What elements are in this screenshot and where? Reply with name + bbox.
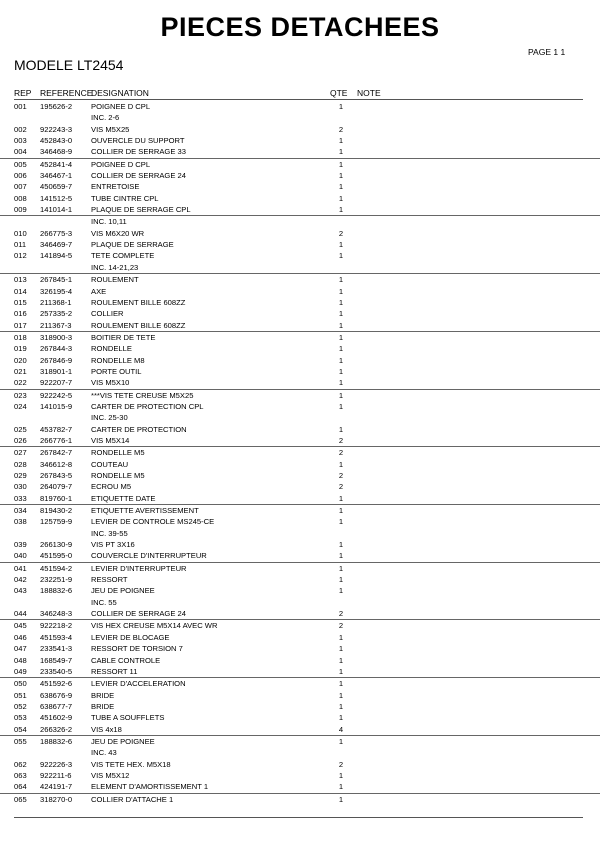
cell-reference: 346612-8	[40, 459, 73, 469]
cell-rep: 026	[14, 435, 27, 445]
table-row	[0, 759, 600, 770]
table-row	[0, 112, 600, 123]
cell-designation: RONDELLE	[91, 344, 132, 354]
cell-reference: 424191-7	[40, 782, 73, 792]
cell-reference: 922211-6	[40, 770, 72, 780]
column-header-designation: DESIGNATION	[91, 88, 149, 98]
table-row	[0, 343, 600, 354]
table-row	[0, 493, 600, 504]
table-row	[0, 747, 600, 758]
cell-qte: 2	[338, 228, 344, 238]
table-row	[0, 781, 600, 792]
table-row	[0, 712, 600, 723]
cell-reference: 125759-9	[40, 517, 73, 527]
cell-rep: 063	[14, 770, 27, 780]
cell-designation: RONDELLE M8	[91, 355, 145, 365]
cell-designation: ELEMENT D'AMORTISSEMENT 1	[91, 782, 209, 792]
cell-qte: 1	[338, 366, 344, 376]
cell-qte: 1	[338, 644, 344, 654]
cell-designation: COUTEAU	[91, 459, 129, 469]
cell-reference: 346468-9	[40, 147, 73, 157]
cell-designation: JEU DE POIGNEE	[91, 586, 155, 596]
cell-designation: PORTE OUTIL	[91, 366, 142, 376]
column-header-reference: REFERENCE	[40, 88, 93, 98]
cell-rep: 028	[14, 459, 27, 469]
cell-rep: 047	[14, 644, 27, 654]
cell-reference: 326195-4	[40, 286, 73, 296]
cell-designation: VIS M6X20 WR	[91, 228, 145, 238]
table-row	[0, 435, 600, 446]
cell-designation: PLAQUE DE SERRAGE CPL	[91, 205, 191, 215]
cell-rep: 021	[14, 366, 27, 376]
cell-reference: 452843-0	[40, 136, 73, 146]
cell-designation: RONDELLE M5	[91, 471, 145, 480]
cell-designation: TUBE CINTRE CPL	[91, 193, 159, 203]
cell-qte: 1	[338, 251, 344, 261]
column-header-rep: REP	[14, 88, 32, 98]
page-number: PAGE 1 1	[528, 47, 566, 57]
table-row	[0, 481, 600, 492]
cell-rep: 020	[14, 355, 27, 365]
cell-reference: 318270-0	[40, 794, 73, 804]
cell-qte: 2	[338, 759, 344, 769]
table-row	[0, 401, 600, 412]
cell-rep: 029	[14, 471, 27, 480]
cell-reference: 451602-9	[40, 713, 73, 723]
table-row	[0, 193, 600, 204]
cell-designation: COLLIER DE SERRAGE 24	[91, 171, 186, 181]
cell-reference: 318900-3	[40, 332, 73, 342]
table-row	[0, 331, 600, 343]
footer-divider	[14, 817, 583, 818]
cell-qte: 1	[338, 390, 344, 400]
table-row	[0, 459, 600, 470]
cell-qte: 1	[338, 378, 344, 388]
cell-rep: 005	[14, 159, 27, 169]
cell-rep: 038	[14, 517, 27, 527]
cell-designation: INC. 39-55	[91, 528, 128, 538]
table-row	[0, 146, 600, 157]
cell-reference: 922207-7	[40, 378, 73, 388]
cell-rep: 019	[14, 344, 27, 354]
cell-rep: 027	[14, 448, 27, 458]
cell-qte: 1	[338, 344, 344, 354]
cell-qte: 1	[338, 655, 344, 665]
cell-qte: 1	[338, 275, 344, 285]
cell-rep: 044	[14, 609, 27, 619]
cell-qte: 1	[338, 459, 344, 469]
table-row	[0, 516, 600, 527]
cell-qte: 2	[338, 609, 344, 619]
cell-reference: 267846-9	[40, 355, 73, 365]
cell-rep: 052	[14, 701, 27, 711]
cell-designation: TETE COMPLETE	[91, 251, 155, 261]
cell-reference: 211367-3	[40, 320, 72, 330]
cell-designation: INC. 43	[91, 748, 117, 758]
cell-reference: 257335-2	[40, 309, 73, 319]
cell-reference: 267842-7	[40, 448, 73, 458]
cell-qte: 1	[338, 701, 344, 711]
table-row	[0, 215, 600, 227]
cell-designation: JEU DE POIGNEE	[91, 736, 155, 746]
table-row	[0, 597, 600, 608]
cell-rep: 053	[14, 713, 27, 723]
cell-qte: 1	[338, 540, 344, 550]
table-row	[0, 297, 600, 308]
cell-designation: ETIQUETTE DATE	[91, 493, 156, 503]
cell-reference: 233541-3	[40, 644, 73, 654]
table-row	[0, 655, 600, 666]
cell-reference: 346467-1	[40, 171, 73, 181]
table-row	[0, 239, 600, 250]
cell-rep: 001	[14, 102, 27, 111]
cell-rep: 048	[14, 655, 27, 665]
cell-reference: 266775-3	[40, 228, 73, 238]
cell-rep: 013	[14, 275, 27, 285]
table-row	[0, 550, 600, 561]
cell-designation: LEVIER DE BLOCAGE	[91, 632, 170, 642]
cell-qte: 1	[338, 193, 344, 203]
cell-qte: 1	[338, 355, 344, 365]
cell-designation: INC. 55	[91, 597, 117, 607]
table-row	[0, 539, 600, 550]
cell-designation: VIS 4x18	[91, 724, 122, 734]
cell-designation: INC. 10,11	[91, 217, 127, 227]
page-title: PIECES DETACHEES	[160, 12, 440, 42]
cell-reference: 188832-6	[40, 586, 73, 596]
cell-rep: 040	[14, 551, 27, 561]
cell-qte: 1	[338, 136, 344, 146]
cell-qte: 1	[338, 182, 344, 192]
cell-designation: CARTER DE PROTECTION CPL	[91, 401, 204, 411]
cell-reference: 638676-9	[40, 690, 73, 700]
cell-designation: LEVIER D'ACCELERATION	[91, 679, 186, 689]
cell-reference: 168549-7	[40, 655, 73, 665]
cell-rep: 041	[14, 563, 27, 573]
cell-qte: 1	[338, 679, 344, 689]
cell-designation: VIS M5X12	[91, 770, 130, 780]
cell-reference: 451593-4	[40, 632, 73, 642]
table-row	[0, 320, 600, 331]
cell-reference: 922242-5	[40, 390, 73, 400]
cell-rep: 034	[14, 506, 27, 516]
table-row	[0, 101, 600, 112]
cell-qte: 1	[338, 506, 344, 516]
cell-rep: 055	[14, 736, 27, 746]
table-row	[0, 504, 600, 516]
cell-designation: OUVERCLE DU SUPPORT	[91, 136, 185, 146]
cell-reference: 450659-7	[40, 182, 73, 192]
table-row	[0, 446, 600, 458]
table-row	[0, 377, 600, 388]
cell-qte: 1	[338, 563, 344, 573]
cell-qte: 2	[338, 621, 344, 631]
cell-designation: RESSORT	[91, 575, 128, 585]
cell-qte: 2	[338, 124, 344, 134]
cell-qte: 1	[338, 171, 344, 181]
cell-rep: 039	[14, 540, 27, 550]
cell-designation: CABLE CONTROLE	[91, 655, 161, 665]
parts-table	[0, 101, 600, 805]
cell-designation: ROULEMENT BILLE 608ZZ	[91, 320, 186, 330]
cell-rep: 004	[14, 147, 27, 157]
table-row	[0, 366, 600, 377]
cell-designation: VIS TETE HEX. M5X18	[91, 759, 171, 769]
table-row	[0, 701, 600, 712]
cell-designation: BOITIER DE TETE	[91, 332, 156, 342]
table-row	[0, 643, 600, 654]
cell-rep: 012	[14, 251, 27, 261]
cell-reference: 141894-5	[40, 251, 73, 261]
table-row	[0, 250, 600, 261]
cell-designation: ***VIS TETE CREUSE M5X25	[91, 390, 194, 400]
cell-qte: 1	[338, 782, 344, 792]
header-divider	[14, 99, 583, 100]
cell-designation: BRIDE	[91, 690, 115, 700]
cell-reference: 211368-1	[40, 297, 72, 307]
cell-reference: 267843-5	[40, 471, 73, 480]
cell-qte: 1	[338, 632, 344, 642]
cell-reference: 141015-9	[40, 401, 73, 411]
table-row	[0, 286, 600, 297]
cell-reference: 452841-4	[40, 159, 73, 169]
table-row	[0, 170, 600, 181]
cell-designation: INC. 2-6	[91, 113, 120, 123]
cell-reference: 922243-3	[40, 124, 73, 134]
cell-rep: 016	[14, 309, 27, 319]
cell-reference: 453782-7	[40, 424, 73, 434]
table-row	[0, 585, 600, 596]
cell-reference: 195626-2	[40, 102, 73, 111]
cell-designation: ECROU M5	[91, 482, 132, 492]
cell-rep: 022	[14, 378, 27, 388]
cell-designation: COLLIER DE SERRAGE 24	[91, 609, 186, 619]
model-heading: MODELE LT2454	[14, 57, 124, 73]
cell-qte: 1	[338, 424, 344, 434]
table-row	[0, 770, 600, 781]
cell-designation: INC. 14-21,23	[91, 262, 139, 272]
cell-rep: 043	[14, 586, 27, 596]
column-header-qte: QTE	[330, 88, 348, 98]
cell-designation: ETIQUETTE AVERTISSEMENT	[91, 506, 199, 516]
cell-designation: RESSORT 11	[91, 666, 138, 676]
cell-designation: CARTER DE PROTECTION	[91, 424, 187, 434]
cell-rep: 024	[14, 401, 27, 411]
cell-designation: COLLIER	[91, 309, 124, 319]
cell-designation: BRIDE	[91, 701, 115, 711]
cell-rep: 017	[14, 320, 27, 330]
cell-designation: LEVIER DE CONTROLE MS245-CE	[91, 517, 215, 527]
cell-designation: PLAQUE DE SERRAGE	[91, 240, 174, 250]
cell-designation: VIS HEX CREUSE M5X14 AVEC WR	[91, 621, 218, 631]
cell-qte: 1	[338, 586, 344, 596]
cell-designation: TUBE A SOUFFLETS	[91, 713, 165, 723]
cell-rep: 023	[14, 390, 27, 400]
cell-qte: 1	[338, 159, 344, 169]
cell-reference: 266326-2	[40, 724, 73, 734]
cell-qte: 1	[338, 309, 344, 319]
cell-reference: 266776-1	[40, 435, 73, 445]
cell-qte: 1	[338, 320, 344, 330]
table-row	[0, 389, 600, 401]
cell-rep: 002	[14, 124, 27, 134]
cell-qte: 1	[338, 297, 344, 307]
cell-reference: 451592-6	[40, 679, 73, 689]
cell-rep: 008	[14, 193, 27, 203]
cell-reference: 819430-2	[40, 506, 73, 516]
table-row	[0, 158, 600, 170]
cell-rep: 062	[14, 759, 27, 769]
cell-qte: 2	[338, 435, 344, 445]
cell-designation: POIGNEE D CPL	[91, 159, 151, 169]
cell-rep: 030	[14, 482, 27, 492]
table-row	[0, 724, 600, 735]
cell-reference: 264079-7	[40, 482, 73, 492]
cell-qte: 4	[338, 724, 344, 734]
cell-qte: 1	[338, 332, 344, 342]
table-row	[0, 632, 600, 643]
cell-rep: 018	[14, 332, 27, 342]
cell-rep: 009	[14, 205, 27, 215]
cell-rep: 046	[14, 632, 27, 642]
cell-designation: VIS M5X10	[91, 378, 130, 388]
cell-reference: 232251-9	[40, 575, 73, 585]
cell-reference: 819760-1	[40, 493, 73, 503]
cell-rep: 065	[14, 794, 27, 804]
cell-reference: 346248-3	[40, 609, 73, 619]
cell-qte: 1	[338, 770, 344, 780]
cell-designation: ROULEMENT BILLE 608ZZ	[91, 297, 186, 307]
cell-designation: LEVIER D'INTERRUPTEUR	[91, 563, 187, 573]
table-row	[0, 308, 600, 319]
cell-qte: 2	[338, 448, 344, 458]
cell-reference: 451595-0	[40, 551, 73, 561]
table-row	[0, 735, 600, 747]
cell-reference: 346469-7	[40, 240, 73, 250]
cell-rep: 015	[14, 297, 27, 307]
cell-reference: 266130-9	[40, 540, 73, 550]
cell-reference: 922218-2	[40, 621, 73, 631]
table-row	[0, 228, 600, 239]
cell-rep: 051	[14, 690, 27, 700]
cell-designation: AXE	[91, 286, 107, 296]
table-row	[0, 677, 600, 689]
cell-rep: 050	[14, 679, 27, 689]
cell-reference: 638677-7	[40, 701, 73, 711]
cell-reference: 233540-5	[40, 666, 73, 676]
cell-designation: VIS M5X25	[91, 124, 130, 134]
cell-reference: 141512-5	[40, 193, 73, 203]
cell-designation: RONDELLE M5	[91, 448, 145, 458]
table-row	[0, 793, 600, 805]
cell-qte: 1	[338, 493, 344, 503]
cell-rep: 054	[14, 724, 27, 734]
cell-qte: 1	[338, 147, 344, 157]
table-row	[0, 412, 600, 423]
table-row	[0, 273, 600, 285]
cell-rep: 011	[14, 240, 27, 250]
cell-rep: 010	[14, 228, 27, 238]
cell-designation: POIGNEE D CPL	[91, 102, 151, 111]
table-row	[0, 608, 600, 619]
cell-qte: 1	[338, 713, 344, 723]
cell-designation: VIS M5X14	[91, 435, 130, 445]
cell-rep: 064	[14, 782, 27, 792]
cell-qte: 2	[338, 482, 344, 492]
cell-designation: COLLIER D'ATTACHE 1	[91, 794, 174, 804]
table-row	[0, 470, 600, 481]
table-row	[0, 124, 600, 135]
cell-reference: 188832-6	[40, 736, 73, 746]
cell-qte: 1	[338, 102, 344, 111]
cell-rep: 007	[14, 182, 27, 192]
cell-rep: 042	[14, 575, 27, 585]
table-row	[0, 562, 600, 574]
cell-designation: VIS PT 3X16	[91, 540, 135, 550]
table-row	[0, 181, 600, 192]
cell-rep: 049	[14, 666, 27, 676]
cell-designation: COLLIER DE SERRAGE 33	[91, 147, 186, 157]
table-row	[0, 528, 600, 539]
cell-reference: 922226-3	[40, 759, 73, 769]
cell-designation: INC. 25-30	[91, 413, 128, 423]
table-row	[0, 355, 600, 366]
table-row	[0, 690, 600, 701]
table-row	[0, 619, 600, 631]
cell-qte: 2	[338, 471, 344, 480]
cell-reference: 141014-1	[40, 205, 73, 215]
cell-rep: 006	[14, 171, 27, 181]
cell-reference: 451594-2	[40, 563, 73, 573]
cell-qte: 1	[338, 517, 344, 527]
table-row	[0, 574, 600, 585]
table-row	[0, 204, 600, 215]
cell-designation: ROULEMENT	[91, 275, 139, 285]
cell-reference: 267844-3	[40, 344, 73, 354]
cell-rep: 045	[14, 621, 27, 631]
table-row	[0, 262, 600, 273]
cell-rep: 003	[14, 136, 27, 146]
table-row	[0, 666, 600, 677]
cell-qte: 1	[338, 401, 344, 411]
cell-qte: 1	[338, 240, 344, 250]
cell-qte: 1	[338, 794, 344, 804]
cell-designation: RESSORT DE TORSION 7	[91, 644, 183, 654]
cell-qte: 1	[338, 575, 344, 585]
table-row	[0, 424, 600, 435]
cell-qte: 1	[338, 690, 344, 700]
cell-rep: 033	[14, 493, 27, 503]
table-row	[0, 135, 600, 146]
cell-designation: COUVERCLE D'INTERRUPTEUR	[91, 551, 207, 561]
cell-rep: 014	[14, 286, 27, 296]
column-header-note: NOTE	[357, 88, 381, 98]
cell-qte: 1	[338, 551, 344, 561]
cell-qte: 1	[338, 205, 344, 215]
cell-reference: 267845-1	[40, 275, 73, 285]
cell-qte: 1	[338, 736, 344, 746]
cell-qte: 1	[338, 666, 344, 676]
cell-qte: 1	[338, 286, 344, 296]
cell-rep: 025	[14, 424, 27, 434]
cell-designation: ENTRETOISE	[91, 182, 140, 192]
cell-reference: 318901-1	[40, 366, 73, 376]
